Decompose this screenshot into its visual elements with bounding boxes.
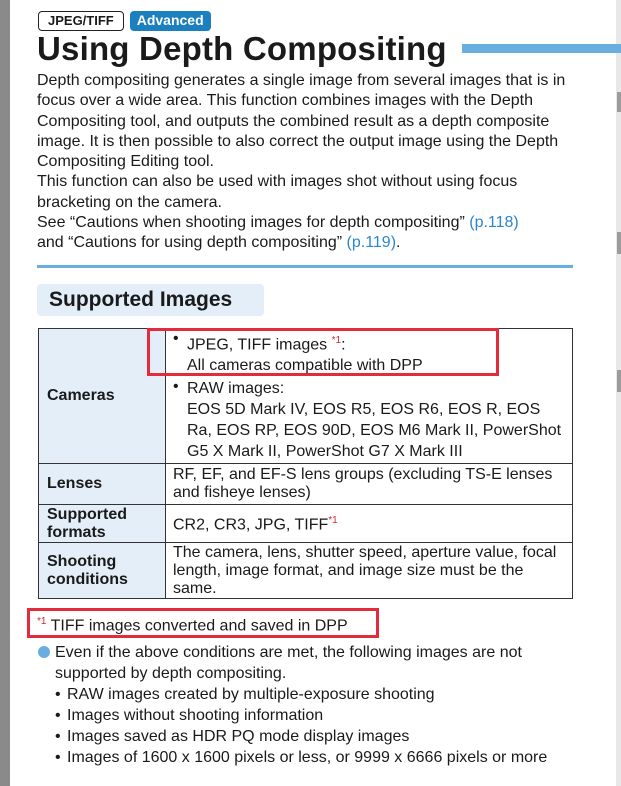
row-header-shooting: Shooting conditions [39,543,166,599]
raw-cameras: EOS 5D Mark IV, EOS R5, EOS R6, EOS R, EOS Ra, EOS RP, EOS 90D, EOS M6 Mark II, PowerShot G5 X Mark II, PowerShot G7 X Mark III [187,401,562,461]
table-row [39,543,573,599]
table-row [39,464,573,505]
list-item: • RAW images created by multiple-exposure shooting [55,684,578,705]
level-badge: Advanced [130,11,211,31]
see-also-text: See “Cautions when shooting images for depth compositing” [37,214,470,232]
shooting-value: The camera, lens, shutter speed, aperture value, focal length, image format, and image size must be the same. [166,543,573,599]
page-title: Using Depth Compositing [37,30,447,67]
page-right-edge [616,0,621,786]
bullet-glyph: • [173,378,179,396]
footnote-marker: *1 [331,334,342,346]
lenses-value: RF, EF, and EF-S lens groups (excluding TS-E lenses and fisheye lenses) [166,464,573,505]
table-row [39,505,573,543]
intro-paragraph: Depth compositing generates a single image from several images that is in focus over a wide area. This function combines images with the Depth Compositing tool, and outputs the combined result as a depth composite image. It is then possible to also correct the output image using the Depth Compositing Editing tool. [37,72,566,171]
see-also-text: . [396,234,401,252]
row-header-cameras: Cameras [39,329,166,464]
intro-see-also [37,213,577,254]
page-right-tab-mark [617,232,621,254]
list-item [173,378,565,462]
section-heading: Supported Images [49,288,233,311]
footnote-text: TIFF images converted and saved in DPP [50,617,348,635]
note-text: Even if the above conditions are met, the following images are not supported by depth compositing. [55,644,522,682]
formats-value [166,505,573,543]
page-right-tab-mark [617,92,621,112]
list-item: • Images of 1600 x 1600 pixels or less, or 9999 x 6666 pixels or more [55,747,578,768]
section-divider [37,265,573,268]
badge-row [38,11,211,31]
highlight-box-footnote [27,608,379,638]
intro-text [37,71,577,254]
page-right-tab-mark [617,370,621,392]
colon-text: : [341,336,346,354]
footnote-marker: *1 [37,616,47,627]
title-rule [462,44,621,53]
list-item: • Images saved as HDR PQ mode display images [55,726,578,747]
unsupported-list [38,684,578,768]
list-item: • Images without shooting information [55,705,578,726]
page-link-119[interactable]: (p.119) [346,234,397,252]
jpeg-tiff-cameras: All cameras compatible with DPP [187,357,423,375]
row-header-lenses: Lenses [39,464,166,505]
page-edge-bar [0,0,10,786]
intro-paragraph: This function can also be used with images shot without using focus bracketing on the camera. [37,173,518,211]
jpeg-tiff-label: JPEG, TIFF images [187,336,328,354]
bullet-glyph: • [173,329,179,347]
formats-text: CR2, CR3, JPG, TIFF [173,516,329,534]
page-link-118[interactable]: (p.118) [469,214,519,232]
row-header-formats: Supported formats [39,505,166,543]
highlight-box-jpeg-tiff [147,328,499,376]
note-block [38,642,578,768]
raw-label: RAW images: [187,380,285,398]
footnote-marker: *1 [328,515,338,527]
note-bullet-icon [38,646,50,658]
see-also-text: and “Cautions for using depth compositing” [37,234,347,252]
format-badge: JPEG/TIFF [38,11,124,31]
